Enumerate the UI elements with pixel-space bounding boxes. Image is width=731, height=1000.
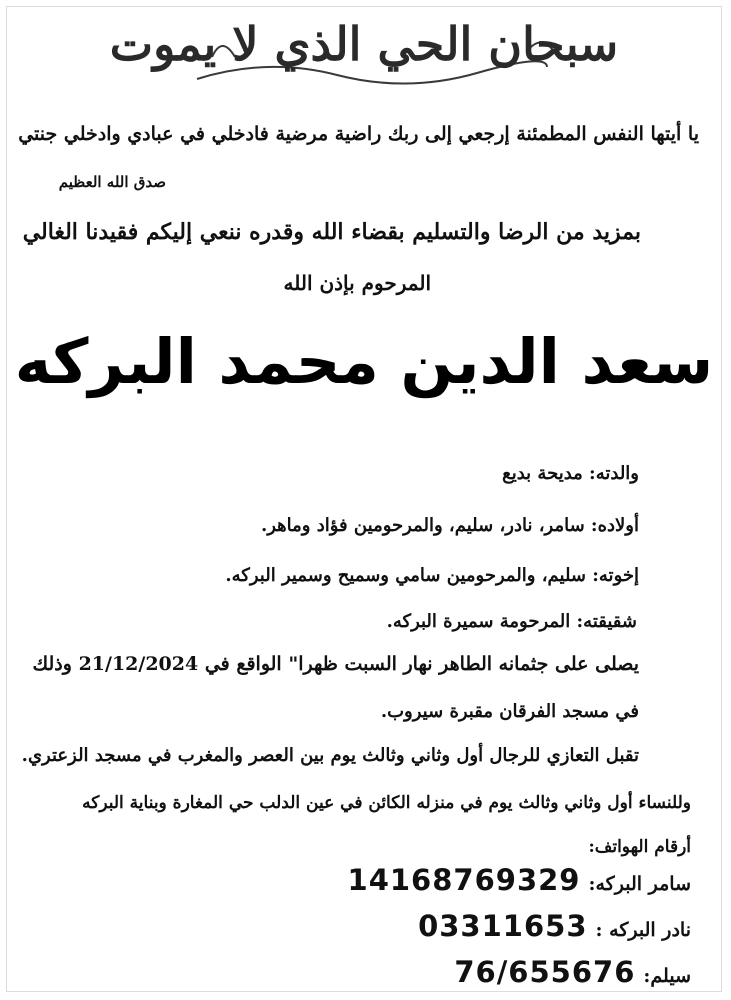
quran-verse: يا أيتها النفس المطمئنة إرجعي إلى ربك راضية مرضية فادخلي في عبادي وادخلي جنتي bbox=[18, 123, 699, 145]
funeral-prayer-details: يصلى على جثمانه الطاهر نهار السبت ظهرا" الواقع في 21/12/2024 وذلك bbox=[32, 653, 639, 675]
phone-number[interactable]: 76/655676 bbox=[454, 955, 636, 989]
phone-row bbox=[418, 909, 691, 943]
phones-title: أرقام الهواتف: bbox=[588, 837, 691, 857]
phone-label: نادر البركه : bbox=[595, 919, 691, 941]
phone-number[interactable]: 03311653 bbox=[418, 909, 588, 943]
family-mother: والدته: مديحة بديع bbox=[502, 463, 639, 484]
family-brothers: إخوته: سليم، والمرحومين سامي وسميح وسمير البركه. bbox=[225, 565, 639, 586]
header-calligraphy: سبحان الحي الذي لا يموت bbox=[109, 17, 619, 71]
phone-number[interactable]: 14168769329 bbox=[347, 863, 581, 897]
announcement-intro-2: المرحوم بإذن الله bbox=[283, 271, 431, 295]
obituary-notice bbox=[6, 6, 722, 992]
phone-row bbox=[348, 863, 691, 897]
family-children: أولاده: سامر، نادر، سليم، والمرحومين فؤاد وماهر. bbox=[260, 515, 639, 536]
funeral-prayer-location: في مسجد الفرقان مقبرة سيروب. bbox=[380, 701, 639, 722]
condolences-women: وللنساء أول وثاني وثالث يوم في منزله الكائن في عين الدلب حي المغارة وبناية البركه bbox=[82, 793, 691, 813]
deceased-name: سعد الدين محمد البركه bbox=[14, 325, 714, 398]
phone-label: سامر البركه: bbox=[588, 873, 691, 895]
family-sister: شقيقته: المرحومة سميرة البركه. bbox=[386, 611, 637, 632]
announcement-intro: بمزيد من الرضا والتسليم بقضاء الله وقدره ننعي إليكم فقيدنا الغالي bbox=[22, 219, 641, 245]
phone-row bbox=[454, 955, 691, 989]
phone-label: سيلم: bbox=[643, 965, 691, 987]
verse-closing: صدق الله العظيم bbox=[58, 173, 166, 191]
condolences-men: تقبل التعازي للرجال أول وثاني وثالث يوم بين العصر والمغرب في مسجد الزعتري. bbox=[21, 745, 639, 766]
